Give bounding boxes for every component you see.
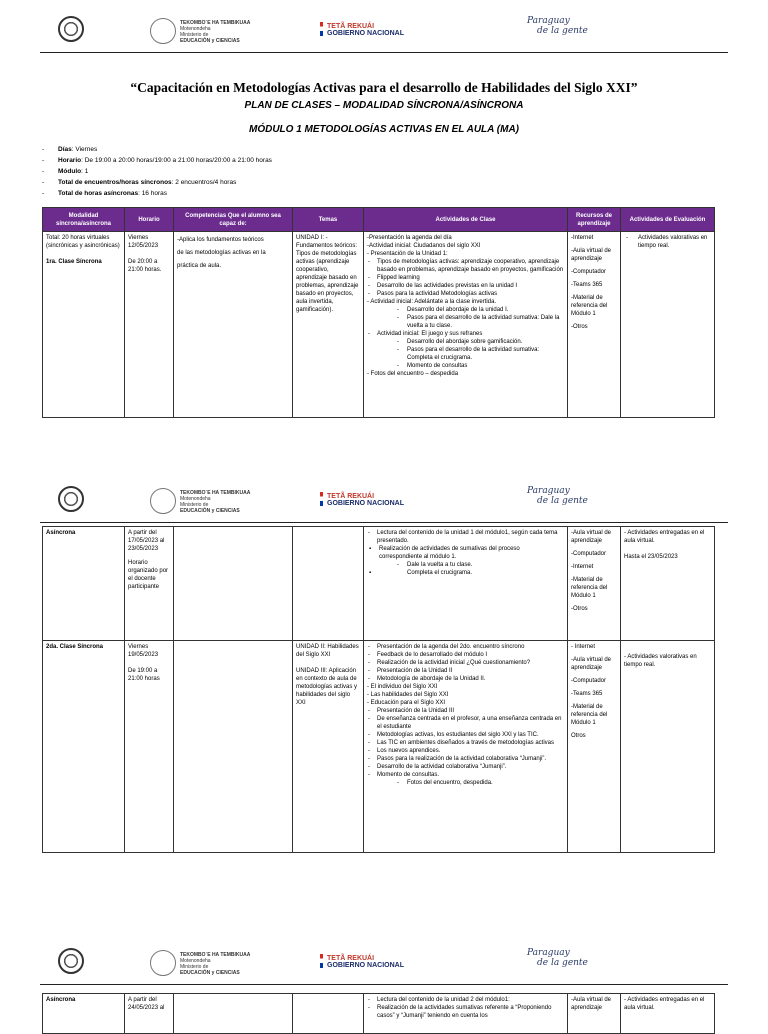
activity-item: - Desarrollo de la actividad colaborativa “Jumanji”. [367, 763, 564, 771]
flag-icon [320, 22, 323, 36]
resource-item: -Internet [571, 235, 594, 241]
activity-item: - Pasos para la realización de la actividad colaborativa “Jumanji”. [367, 755, 564, 763]
university-seal-icon [58, 16, 84, 42]
temas-text: UNIDAD I: -Fundamentos teóricos: Tipos de metodologías activas (aprendizaje cooperativo, aprendizaje basado en problemas, aprendizaje basado en proyectos, aula invertida, gamificación). [296, 235, 359, 313]
gob-logo: TETÃ REKUÁI GOBIERNO NACIONAL [327, 955, 404, 969]
header-evaluacion: Actividades de Evaluación [621, 208, 715, 232]
cell-horario [125, 641, 174, 853]
activity-item: - Fotos del encuentro – despedida [367, 371, 459, 377]
table-row [43, 641, 715, 853]
gob-logo: TETÃ REKUÁI GOBIERNO NACIONAL [327, 23, 404, 37]
cell-evaluacion [621, 994, 715, 1034]
resource-item: -Computador [571, 269, 607, 275]
cell-recursos [568, 641, 621, 853]
info-list [42, 144, 272, 199]
horario-time: De 19:00 a 21:00 horas [128, 668, 160, 682]
activity-item: - Flipped learning [367, 274, 564, 282]
cell-horario [125, 232, 174, 418]
modalidad-text: Asíncrona [46, 997, 76, 1003]
university-seal-icon [58, 486, 84, 512]
info-item: - Total de encuentros/horas síncronos: 2 encuentros/4 horas [42, 177, 272, 188]
horario-date: Viernes 19/05/2023 [128, 644, 159, 658]
competencia-line: práctica de aula. [177, 263, 222, 269]
horario-time: De 20:00 a 21:00 horas. [128, 259, 162, 273]
activity-item: - El individuo del Siglo XXI [367, 684, 438, 690]
mec-seal-icon [150, 488, 176, 514]
table-row [43, 232, 715, 418]
header-competencias: Competencias Que el alumno sea capaz de: [174, 208, 293, 232]
cell-actividades [364, 527, 568, 641]
activity-item: - Las TIC en ambientes diseñados a través de metodologías activas [367, 739, 564, 747]
activity-item: - Momento de consultas [367, 362, 564, 370]
activity-item: - Presentación de la agenda del 2do. encuentro síncrono [367, 643, 564, 651]
activity-item: - Feedback de lo desarrollado del módulo I [367, 651, 564, 659]
actividades-list [367, 234, 564, 378]
modalidad-text: Total: 20 horas virtuales (sincrónicas y asincrónicas) [46, 235, 120, 249]
activity-item: - Momento de consultas. [367, 771, 564, 779]
page-header [40, 8, 728, 53]
horario-date: A partir del 17/05/2023 al 23/05/2023 [128, 530, 165, 552]
activity-item: - Dale la vuelta a tu clase. [367, 561, 564, 569]
activity-item: - Pasos para el desarrollo de la actividad sumativa: Completa el crucigrama. [367, 346, 564, 362]
cell-evaluacion [621, 232, 715, 418]
paraguay-logo: Paraguay de la gente [527, 16, 588, 36]
activity-item: -Actividad inicial: Ciudadanos del siglo XXI [367, 243, 481, 249]
recursos-list [571, 643, 617, 740]
competencia-line: -Aplica los fundamentos teóricos [177, 237, 264, 243]
activity-item: - Actividad inicial: El juego y sus refranes [367, 330, 564, 338]
page-header [40, 940, 728, 985]
activity-item: - Desarrollo del abordaje de la unidad I. [367, 306, 564, 314]
activity-item: - Desarrollo del abordaje sobre gamificación. [367, 338, 564, 346]
cell-modalidad [43, 527, 125, 641]
cell-competencias [174, 994, 293, 1034]
activity-item: - Metodología de abordaje de la Unidad II. [367, 675, 564, 683]
activity-item: - Los nuevos aprendices. [367, 747, 564, 755]
mec-seal-icon [150, 18, 176, 44]
resource-item: -Aula virtual de aprendizaje [571, 530, 612, 544]
resource-item: -Aula virtual de aprendizaje [571, 657, 612, 671]
activity-item: - Pasos para el desarrollo de la actividad sumativa: Dale la vuelta a tu clase. [367, 314, 564, 330]
modalidad-text: Asíncrona [46, 530, 76, 536]
cell-recursos [568, 527, 621, 641]
activity-item: -Presentación la agenda del día [367, 235, 452, 241]
cell-actividades [364, 994, 568, 1034]
activity-item: - Fotos del encuentro, despedida. [367, 779, 564, 787]
info-item: - Días: Viernes [42, 144, 272, 155]
plan-table-1 [42, 207, 715, 418]
plan-table-2 [42, 526, 715, 853]
info-item: - Módulo: 1 [42, 166, 272, 177]
activity-item: - Presentación de la Unidad 1: [367, 251, 448, 257]
competencia-line: de las metodologías activas en la [177, 250, 266, 256]
university-seal-icon [58, 948, 84, 974]
cell-modalidad [43, 232, 125, 418]
header-temas: Temas [293, 208, 364, 232]
resource-item: -Teams 365 [571, 691, 603, 697]
activity-item: - Tipos de metodologías activas: aprendizaje cooperativo, aprendizaje basado en problemas, aprendizaje basado en proyectos, gamificación [367, 258, 564, 274]
activity-item: - Presentación de la Unidad III [367, 707, 564, 715]
resource-item: Otros [571, 733, 586, 739]
table-header-row [43, 208, 715, 232]
activity-item: - Presentación de la Unidad II [367, 667, 564, 675]
actividades-list [367, 643, 564, 787]
activity-item: - De enseñanza centrada en el profesor, a una enseñanza centrada en el estudiante [367, 715, 564, 731]
activity-item: - Realización de la actividad inicial ¿Qué cuestionamiento? [367, 659, 564, 667]
mec-logo: TEKOMBO´E HA TEMBIKUAA Motenondeha Ministerio de EDUCACIÓN y CIENCIAS [180, 490, 251, 514]
evaluacion-text: - Actividades valorativas en tiempo real. [624, 234, 711, 250]
recursos-list [571, 234, 617, 331]
resource-item: -Material de referencia del Módulo 1 [571, 577, 608, 599]
cell-competencias [174, 232, 293, 418]
paraguay-logo: Paraguay de la gente [527, 948, 588, 968]
actividades-list [367, 996, 564, 1020]
cell-evaluacion [621, 527, 715, 641]
resource-item: -Computador [571, 678, 607, 684]
cell-temas [293, 232, 364, 418]
info-item: - Horario: De 19:00 a 20:00 horas/19:00 a 21:00 horas/20:00 a 21:00 horas [42, 155, 272, 166]
mec-seal-icon [150, 950, 176, 976]
temas-text: UNIDAD II: Habilidades del Siglo XXI [296, 644, 359, 658]
mec-logo: TEKOMBO´E HA TEMBIKUAA Motenondeha Ministerio de EDUCACIÓN y CIENCIAS [180, 20, 251, 44]
horario-date: A partir del 24/05/2023 al [128, 997, 165, 1011]
cell-competencias [174, 527, 293, 641]
document-title: “Capacitación en Metodologías Activas para el desarrollo de Habilidades del Siglo XXI” [130, 80, 638, 95]
header-horario: Horario [125, 208, 174, 232]
activity-item: ▪ Completa el crucigrama. [367, 569, 564, 577]
evaluacion-text: - Actividades entregadas en el aula virtual. [624, 530, 705, 544]
evaluacion-text: - Actividades entregadas en el aula virtual. [624, 997, 705, 1011]
activity-item: - Lectura del contenido de la unidad 1 del módulo1, según cada tema presentado. [367, 529, 564, 545]
info-item: - Total de horas asíncronas: 16 horas [42, 188, 272, 199]
activity-item: - Actividad inicial: Adelántate a la clase invertida. [367, 299, 497, 305]
recursos-text: -Aula virtual de aprendizaje [571, 997, 612, 1011]
resource-item: -Otros [571, 606, 588, 612]
cell-temas [293, 994, 364, 1034]
activity-item: - Desarrollo de las actividades previstas en la unidad I [367, 282, 564, 290]
cell-recursos [568, 994, 621, 1034]
activity-item: - Realización de la actividades sumativas referente a “Proponiendo casos” y “Jumanji” teniendo en cuenta los [367, 1004, 564, 1020]
resource-item: -Teams 365 [571, 282, 603, 288]
flag-icon [320, 492, 323, 506]
header-actividades: Actividades de Clase [364, 208, 568, 232]
resource-item: -Material de referencia del Módulo 1 [571, 295, 608, 317]
resource-item: -Otros [571, 324, 588, 330]
gob-logo: TETÃ REKUÁI GOBIERNO NACIONAL [327, 493, 404, 507]
table-row [43, 994, 715, 1034]
plan-table-3 [42, 993, 715, 1034]
cell-actividades [364, 641, 568, 853]
document-subtitle: PLAN DE CLASES – MODALIDAD SÍNCRONA/ASÍNCRONA [244, 100, 524, 111]
evaluacion-text: - Actividades valorativas en tiempo real. [624, 654, 697, 668]
cell-competencias [174, 641, 293, 853]
activity-item: - Las habilidades del Siglo XXI [367, 692, 449, 698]
cell-actividades [364, 232, 568, 418]
cell-temas [293, 527, 364, 641]
header-modalidad: Modalidad síncrona/asíncrona [43, 208, 125, 232]
paraguay-logo: Paraguay de la gente [527, 486, 588, 506]
cell-recursos [568, 232, 621, 418]
horario-date: Viernes 12/05/2023 [128, 235, 159, 249]
resource-item: - Internet [571, 644, 596, 650]
evaluacion-deadline: Hasta el 23/05/2023 [624, 554, 678, 560]
clase-label: 1ra. Clase Síncrona [46, 259, 102, 265]
cell-evaluacion [621, 641, 715, 853]
resource-item: -Material de referencia del Módulo 1 [571, 704, 608, 726]
activity-item: - Educación para el Siglo XXI [367, 700, 446, 706]
temas-text: UNIDAD III: Aplicación en contexto de aula de metodologías activas y habilidades del siglo XXI [296, 668, 358, 706]
table-row [43, 527, 715, 641]
resource-item: -Internet [571, 564, 594, 570]
cell-horario [125, 994, 174, 1034]
header-recursos: Recursos de aprendizaje [568, 208, 621, 232]
mec-logo: TEKOMBO´E HA TEMBIKUAA Motenondeha Ministerio de EDUCACIÓN y CIENCIAS [180, 952, 251, 976]
cell-modalidad [43, 994, 125, 1034]
modalidad-text: 2da. Clase Síncrona [46, 644, 104, 650]
activity-item: ▪ Realización de actividades de sumativas del proceso correspondiente al módulo 1. [367, 545, 564, 561]
cell-temas [293, 641, 364, 853]
activity-item: - Pasos para la actividad Metodologías activas [367, 290, 564, 298]
activity-item: - Metodologías activas, los estudiantes del siglo XXI y las TIC. [367, 731, 564, 739]
page-header [40, 478, 728, 523]
module-title: MÓDULO 1 METODOLOGÍAS ACTIVAS EN EL AULA (MA) [249, 124, 519, 135]
horario-note: Horario organizado por el docente participante [128, 560, 169, 590]
cell-horario [125, 527, 174, 641]
activity-item: - Lectura del contenido de la unidad 2 del módulo1: [367, 996, 564, 1004]
flag-icon [320, 954, 323, 968]
recursos-list [571, 529, 617, 613]
actividades-list [367, 529, 564, 577]
resource-item: -Aula virtual de aprendizaje [571, 248, 612, 262]
resource-item: -Computador [571, 551, 607, 557]
cell-modalidad [43, 641, 125, 853]
